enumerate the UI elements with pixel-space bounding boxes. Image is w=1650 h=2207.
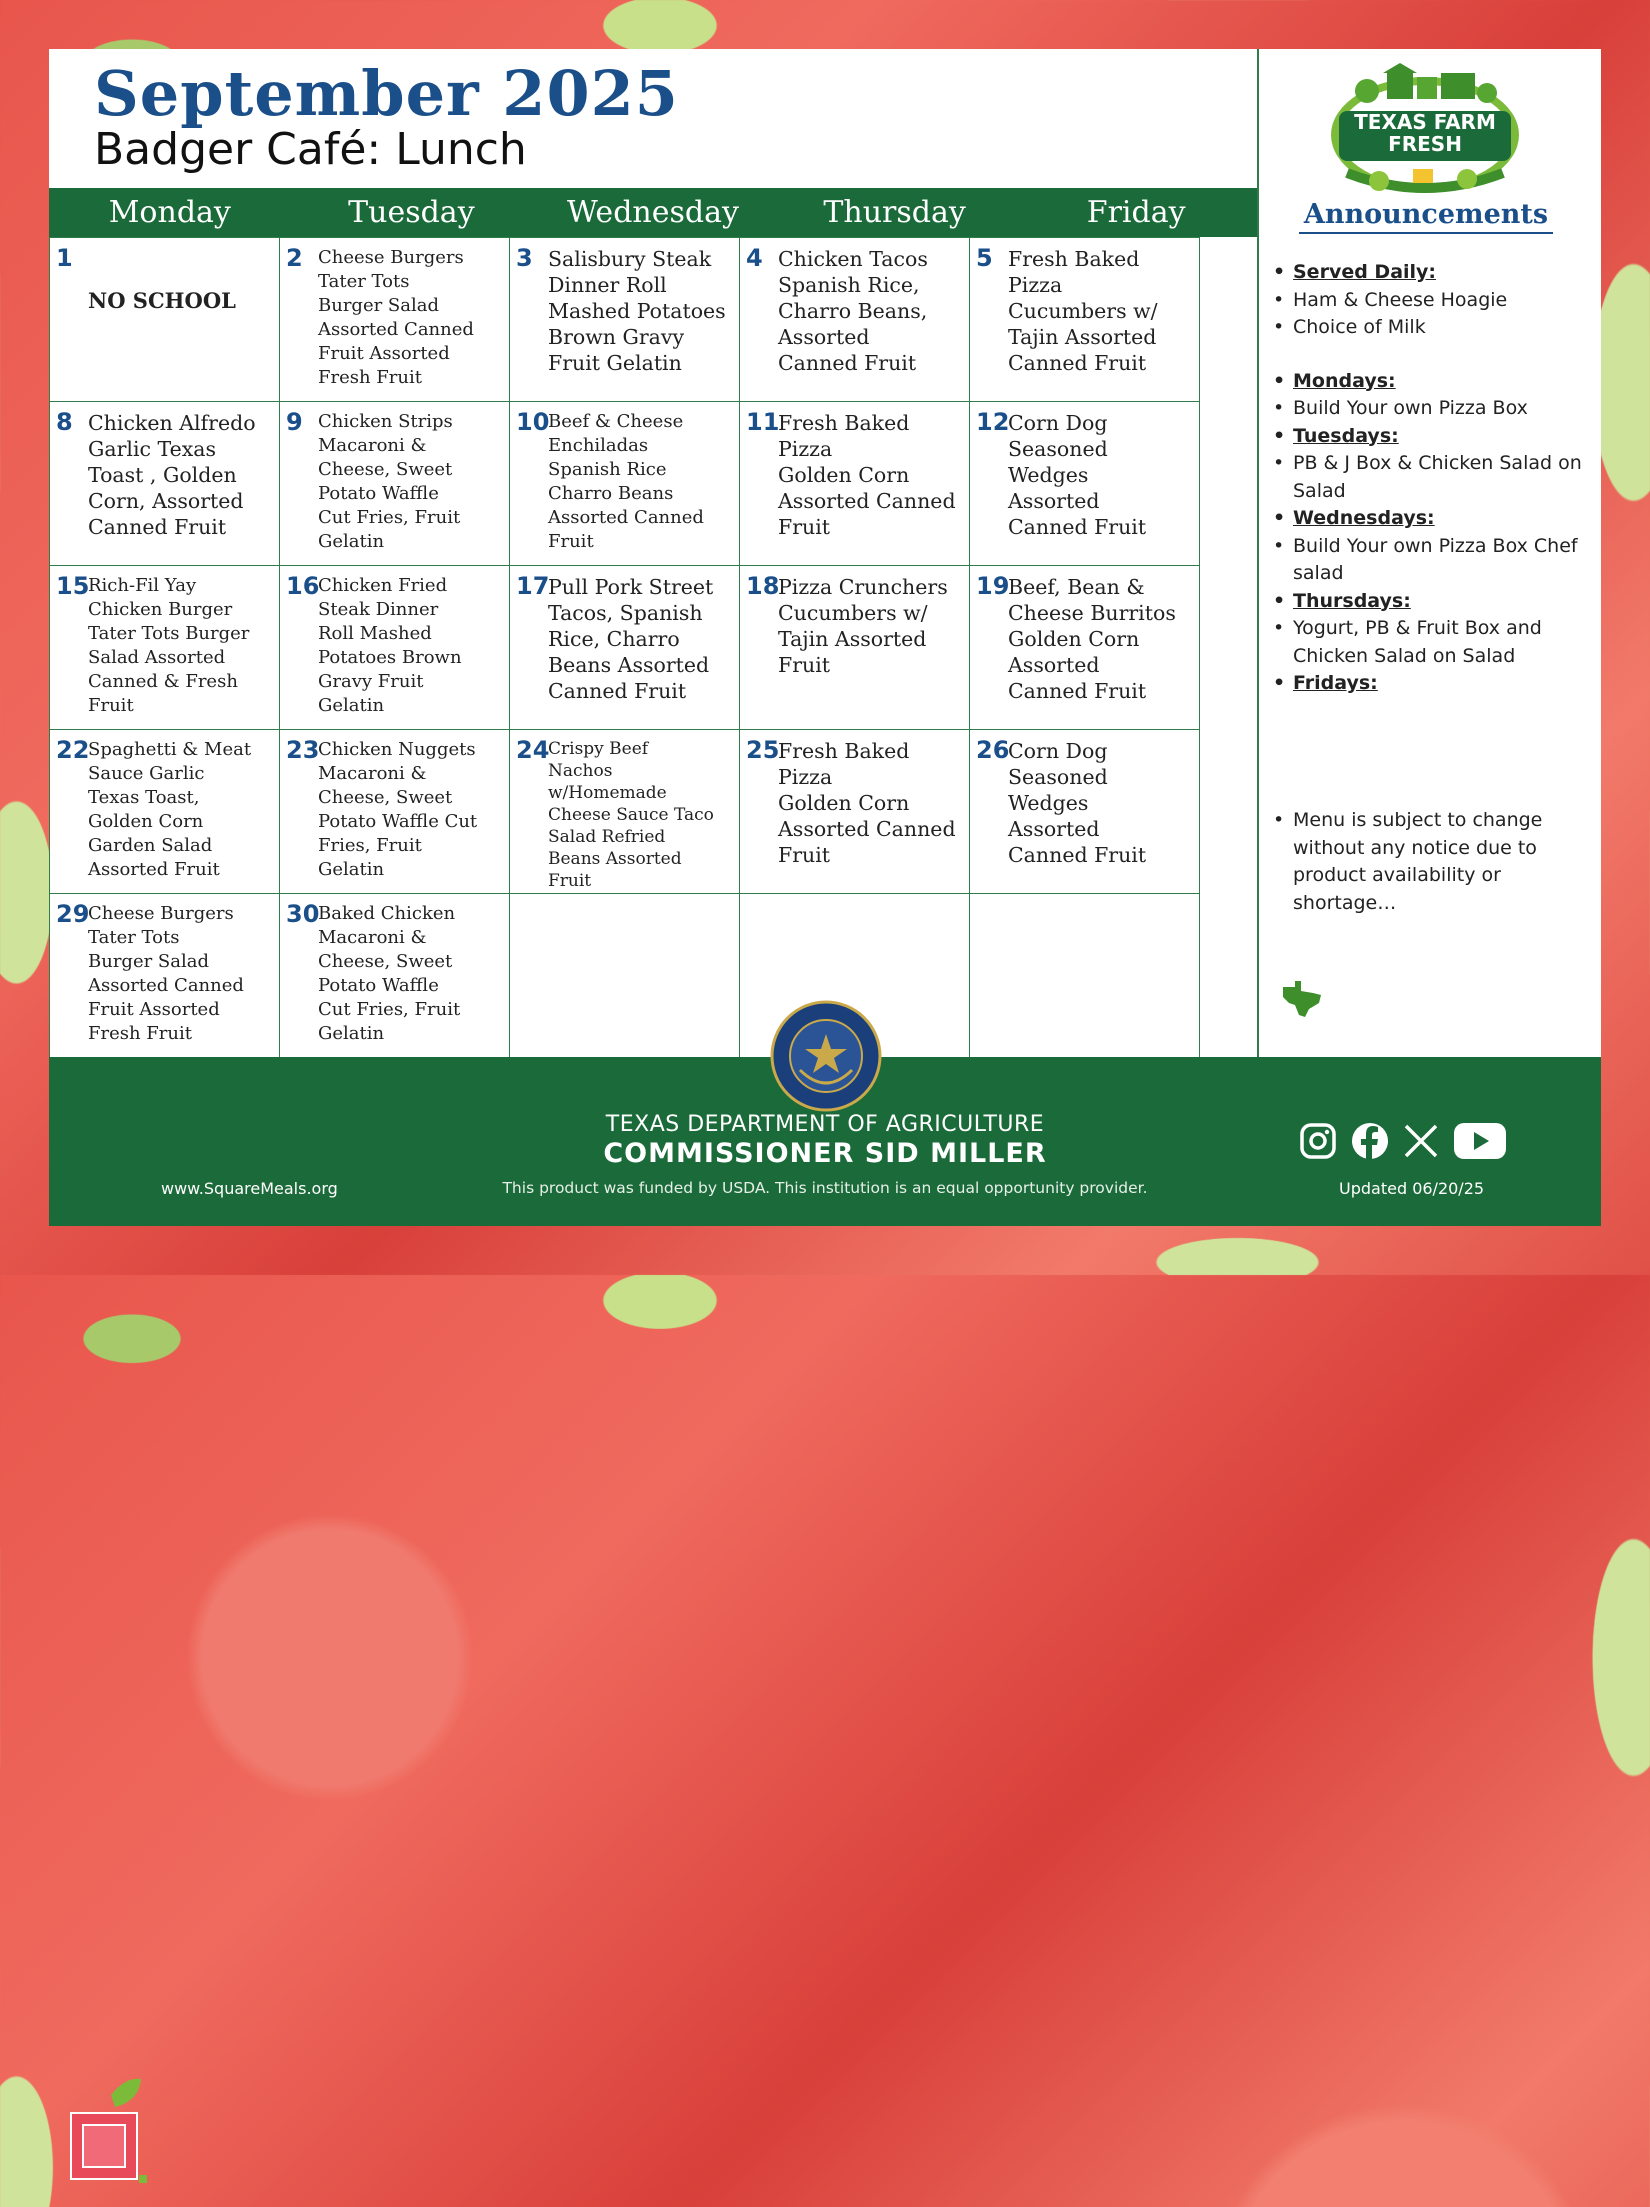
announcement-item: • Choice of Milk	[1267, 314, 1597, 342]
day-cell	[49, 401, 280, 566]
day-cell	[739, 729, 970, 894]
day-number: 16	[286, 572, 320, 600]
day-cell	[739, 565, 970, 730]
day-cell	[279, 729, 510, 894]
day-cell	[509, 401, 740, 566]
day-number: 25	[746, 736, 780, 764]
announcement-item: • PB & J Box & Chicken Salad on Salad	[1267, 450, 1597, 505]
weekday-wednesday: Wednesday	[567, 195, 739, 230]
day-number: 3	[516, 244, 533, 272]
day-cell	[739, 237, 970, 402]
weekday-header-row	[49, 188, 1257, 237]
day-menu: Beef & Cheese Enchiladas Spanish Rice Charro Beans Assorted Canned Fruit	[548, 411, 704, 552]
texas-shape-icon	[1279, 979, 1323, 1019]
day-menu: Rich-Fil Yay Chicken Burger Tater Tots Burger Salad Assorted Canned & Fresh Fruit	[88, 575, 250, 716]
day-cell	[509, 565, 740, 730]
announcement-heading: • Wednesdays:	[1267, 505, 1597, 533]
tda-seal-logo	[770, 1000, 882, 1112]
social-links	[1299, 1122, 1507, 1160]
day-menu: Spaghetti & Meat Sauce Garlic Texas Toast, Golden Corn Garden Salad Assorted Fruit	[88, 739, 252, 880]
day-number: 12	[976, 408, 1010, 436]
day-cell	[509, 729, 740, 894]
day-menu: Pull Pork Street Tacos, Spanish Rice, Charro Beans Assorted Canned Fruit	[548, 575, 714, 703]
day-menu: Fresh Baked Pizza Golden Corn Assorted Canned Fruit	[778, 411, 956, 539]
menu-calendar-card	[49, 49, 1601, 1226]
announcement-item: • Ham & Cheese Hoagie	[1267, 287, 1597, 315]
day-menu: Salisbury Steak Dinner Roll Mashed Potatoes Brown Gravy Fruit Gelatin	[548, 247, 726, 375]
day-menu: Corn Dog Seasoned Wedges Assorted Canned Fruit	[1008, 739, 1147, 867]
day-cell	[279, 893, 510, 1058]
day-cell	[969, 729, 1200, 894]
instagram-icon[interactable]	[1299, 1122, 1337, 1160]
tff-logo-caption: TEXAS FARM FRESH	[1354, 110, 1496, 156]
announcement-item: • Yogurt, PB & Fruit Box and Chicken Salad on Salad	[1267, 615, 1597, 670]
day-cell	[279, 565, 510, 730]
day-menu: NO SCHOOL	[88, 288, 236, 313]
day-number: 4	[746, 244, 763, 272]
day-menu: Fresh Baked Pizza Golden Corn Assorted Canned Fruit	[778, 739, 956, 867]
day-cell	[969, 401, 1200, 566]
day-menu: Cheese Burgers Tater Tots Burger Salad Assorted Canned Fruit Assorted Fresh Fruit	[318, 247, 474, 388]
day-cell	[739, 401, 970, 566]
day-cell	[49, 237, 280, 402]
youtube-icon[interactable]	[1453, 1122, 1507, 1160]
day-menu: Chicken Strips Macaroni & Cheese, Sweet Potato Waffle Cut Fries, Fruit Gelatin	[318, 411, 461, 552]
announcements-sidebar	[1257, 49, 1601, 1057]
day-cell	[49, 893, 280, 1058]
weekday-tuesday: Tuesday	[348, 195, 475, 230]
announcement-heading: • Thursdays:	[1267, 588, 1597, 616]
day-menu: Chicken Alfredo Garlic Texas Toast , Golden Corn, Assorted Canned Fruit	[88, 411, 256, 539]
day-cell	[969, 237, 1200, 402]
announcement-item: • Build Your own Pizza Box	[1267, 395, 1597, 423]
day-number: 15	[56, 572, 90, 600]
page-subtitle: Badger Café: Lunch	[94, 124, 527, 175]
day-number: 26	[976, 736, 1010, 764]
day-menu: Beef, Bean & Cheese Burritos Golden Corn Assorted Canned Fruit	[1008, 575, 1176, 703]
facebook-icon[interactable]	[1351, 1122, 1389, 1160]
updated-date: Updated 06/20/25	[1339, 1179, 1485, 1198]
day-number: 11	[746, 408, 780, 436]
weekday-monday: Monday	[108, 195, 231, 230]
day-number: 22	[56, 736, 90, 764]
announcements-list	[1267, 259, 1597, 698]
day-cell	[49, 729, 280, 894]
square-meals-logo	[69, 2077, 159, 2207]
day-cell	[509, 237, 740, 402]
square-meals-url[interactable]: www.SquareMeals.org	[161, 1179, 338, 1198]
day-menu: Chicken Nuggets Macaroni & Cheese, Sweet Potato Waffle Cut Fries, Fruit Gelatin	[318, 739, 478, 880]
announcement-heading: • Served Daily:	[1267, 259, 1597, 287]
day-number: 29	[56, 900, 90, 928]
tda-name: TEXAS DEPARTMENT OF AGRICULTURE	[605, 1112, 1045, 1137]
day-menu: Cheese Burgers Tater Tots Burger Salad Assorted Canned Fruit Assorted Fresh Fruit	[88, 903, 244, 1044]
day-number: 18	[746, 572, 780, 600]
announcement-item: • Build Your own Pizza Box Chef salad	[1267, 533, 1597, 588]
page-title: September 2025	[94, 57, 679, 130]
calendar-grid	[49, 237, 1257, 1057]
day-cell	[969, 565, 1200, 730]
announcements-title: Announcements	[1299, 199, 1553, 234]
day-menu: Corn Dog Seasoned Wedges Assorted Canned Fruit	[1008, 411, 1147, 539]
x-icon[interactable]	[1403, 1123, 1439, 1159]
weekday-thursday: Thursday	[823, 195, 966, 230]
announcement-heading: • Mondays:	[1267, 368, 1597, 396]
weekday-friday: Friday	[1086, 195, 1186, 230]
day-number: 19	[976, 572, 1010, 600]
day-menu: Baked Chicken Macaroni & Cheese, Sweet Potato Waffle Cut Fries, Fruit Gelatin	[318, 903, 461, 1044]
day-number: 8	[56, 408, 73, 436]
day-number: 17	[516, 572, 550, 600]
day-number: 5	[976, 244, 993, 272]
day-number: 1	[56, 244, 73, 272]
day-menu: Crispy Beef Nachos w/Homemade Cheese Sauce Taco Salad Refried Beans Assorted Fruit	[548, 739, 714, 891]
day-cell	[279, 401, 510, 566]
announcement-heading: • Fridays:	[1267, 670, 1597, 698]
day-cell	[49, 565, 280, 730]
day-menu: Chicken Tacos Spanish Rice, Charro Beans, Assorted Canned Fruit	[778, 247, 928, 375]
empty-day-cell	[509, 893, 740, 1058]
day-number: 10	[516, 408, 550, 436]
day-number: 24	[516, 736, 550, 764]
day-menu: Fresh Baked Pizza Cucumbers w/ Tajin Assorted Canned Fruit	[1008, 247, 1158, 375]
funding-statement: This product was funded by USDA. This institution is an equal opportunity provider.	[502, 1179, 1148, 1197]
day-cell	[279, 237, 510, 402]
day-menu: Chicken Fried Steak Dinner Roll Mashed Potatoes Brown Gravy Fruit Gelatin	[318, 575, 462, 716]
day-number: 2	[286, 244, 303, 272]
day-menu: Pizza Crunchers Cucumbers w/ Tajin Assorted Fruit	[778, 575, 948, 677]
day-number: 9	[286, 408, 303, 436]
menu-change-note: • Menu is subject to change without any notice due to product availability or shortage…	[1267, 807, 1597, 917]
empty-day-cell	[969, 893, 1200, 1058]
tda-commissioner: COMMISSIONER SID MILLER	[603, 1138, 1047, 1169]
announcement-heading: • Tuesdays:	[1267, 423, 1597, 451]
day-number: 30	[286, 900, 320, 928]
day-number: 23	[286, 736, 320, 764]
